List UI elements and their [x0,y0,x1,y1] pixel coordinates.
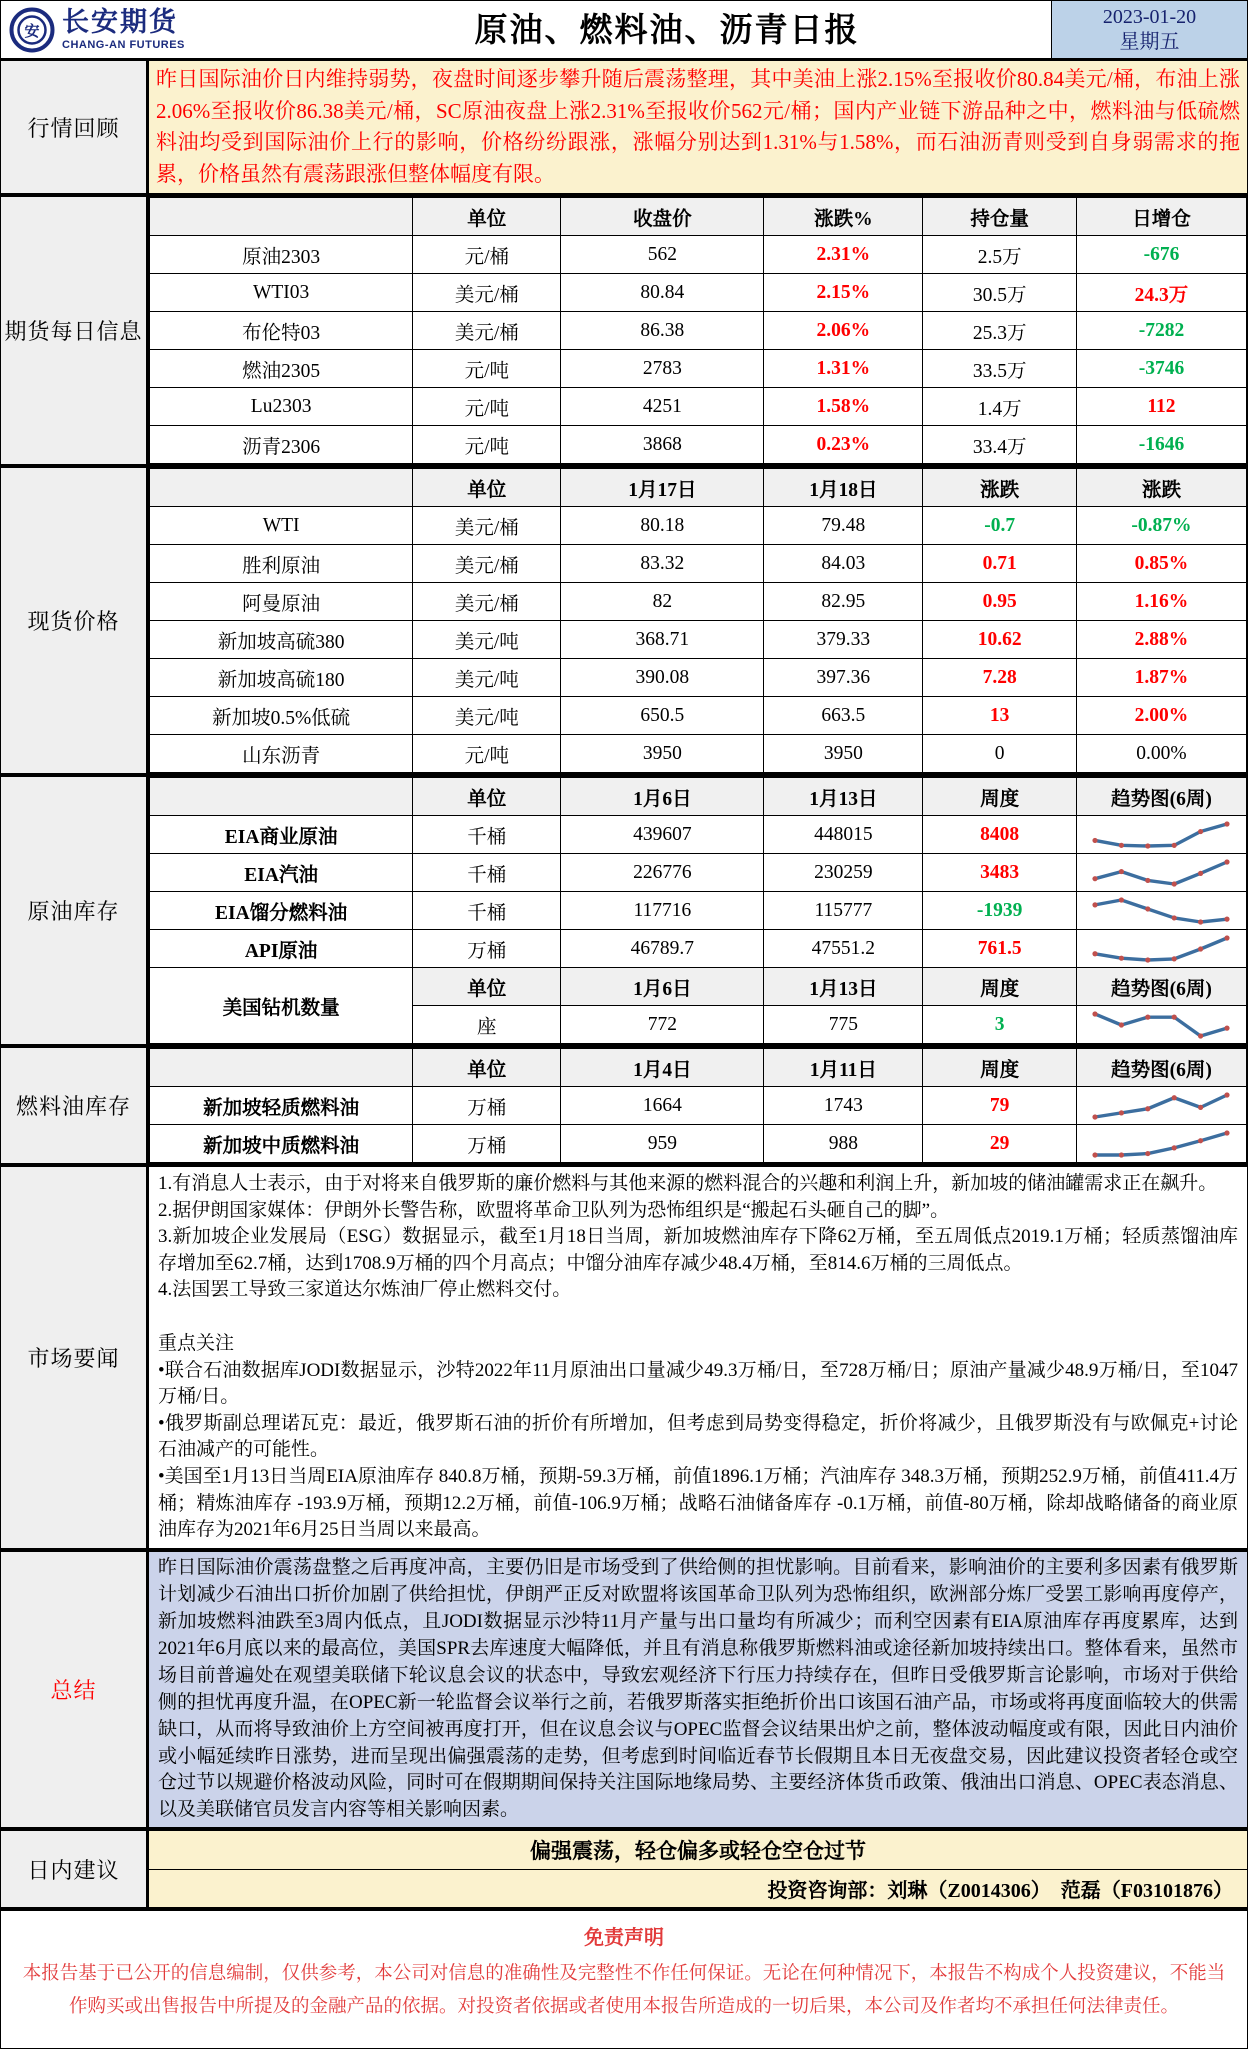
table-cell: 3950 [561,735,764,773]
table-cell: 112 [1076,388,1246,426]
table-cell: 10.62 [923,621,1077,659]
trend-sparkline-cell [1076,1125,1246,1163]
trend-sparkline-cell [1076,930,1246,968]
table-cell: 25.3万 [923,312,1077,350]
column-header-cell: 收盘价 [561,198,764,236]
column-header-cell: 1月18日 [764,469,923,507]
table-cell: 772 [561,1006,764,1044]
section-label-fuel-inventory: 燃料油库存 [1,1048,149,1163]
table-cell: -1939 [923,892,1077,930]
section-label-market-news: 市场要闻 [1,1167,149,1548]
table-cell: 29 [923,1125,1077,1163]
table-row [150,274,1247,312]
column-header-cell: 涨跌% [764,198,923,236]
table-cell: -676 [1076,236,1246,274]
table-cell: 2.31% [764,236,923,274]
table-cell: 390.08 [561,659,764,697]
table-cell: 3868 [561,426,764,464]
table-cell: 439607 [561,816,764,854]
news-focus-item: •俄罗斯副总理诺瓦克：最近，俄罗斯石油的折价有所增加，但考虑到局势变得稳定，折价将减少，且俄罗斯没有与欧佩克+讨论石油减产的可能性。 [158,1412,1238,1461]
table-cell: 美元/吨 [413,621,561,659]
company-name-cn: 长安期货 [62,6,178,37]
table-cell: 座 [413,1006,561,1044]
column-header-cell: 单位 [413,968,561,1006]
table-cell: 燃油2305 [150,350,413,388]
date-value: 2023-01-20 [1102,5,1197,28]
column-header-cell: 单位 [413,469,561,507]
table-row [150,621,1247,659]
table-row [150,659,1247,697]
news-spacer [158,1304,1238,1331]
summary-text: 昨日国际油价震荡盘整之后再度冲高，主要仍旧是市场受到了供给侧的担忧影响。目前看来，影响油价的主要利多因素有俄罗斯计划减少石油出口折价加剧了供给担忧，伊朗严正反对欧盟将该国革命卫队列为恐怖组织，欧洲部分炼厂受罢工影响再度停产，新加坡燃料油跌至3周内低点，且JODI数据显示沙特11月产量与出口量均有所减少；而利空因素有EIA原油库存再度累库，达到2021年6月底以来的最高位，美国SPR去库速度大幅降低，并且有消息称俄罗斯燃料油或途径新加坡持续出口。整体看来，虽然市场目前普遍处在观望美联储下轮议息会议的状态中，导致宏观经济下行压力持续存在，但昨日受俄罗斯言论影响，市场对于供给侧的担忧再度升温，在OPEC新一轮监督会议举行之前，若俄罗斯落实拒绝折价出口该国石油产品，市场或将再度面临较大的供需缺口，从而将导致油价上方空间被再度打开，但在议息会议与OPEC监督会议结果出炉之前，整体波动幅度或有限，因此日内油价或小幅延续昨日涨势，进而呈现出偏强震荡的走势，但考虑到时间临近春节长假期且本日无夜盘交易，因此建议投资者轻仓或空仓过节以规避价格波动风险，同时可在假期期间保持关注国际地缘局势、主要经济体货币政策、俄油出口消息、OPEC表态消息、以及美联储官员发言内容等相关影响因素。 [149,1552,1247,1828]
table-cell: 86.38 [561,312,764,350]
table-cell: 3950 [764,735,923,773]
table-cell: 230259 [764,854,923,892]
table-cell: -7282 [1076,312,1246,350]
table-cell: 0.85% [1076,545,1246,583]
table-cell: 1664 [561,1087,764,1125]
table-row [150,1049,1247,1087]
column-header-cell: 持仓量 [923,198,1077,236]
column-header-cell [150,778,413,816]
column-header-cell: 日增仓 [1076,198,1246,236]
column-header-cell [150,198,413,236]
news-focus-item: •联合石油数据库JODI数据显示，沙特2022年11月原油出口量减少49.3万桶/日，至728万桶/日；原油产量减少48.9万桶/日，至1047万桶/日。 [158,1359,1238,1408]
table-row [150,312,1247,350]
trend-sparkline [1086,1129,1236,1159]
column-header-cell: 单位 [413,778,561,816]
column-header-cell: 周度 [923,778,1077,816]
trend-sparkline-cell [1076,1006,1246,1044]
table-cell: 13 [923,697,1077,735]
table-cell: 元/桶 [413,236,561,274]
news-item: 1.有消息人士表示，由于对将来自俄罗斯的廉价燃料与其他来源的燃料混合的兴趣和利润上升，新加坡的储油罐需求正在飙升。 [158,1173,1218,1194]
table-cell: 新加坡0.5%低硫 [150,697,413,735]
trend-sparkline [1086,858,1236,888]
column-header-cell: 单位 [413,198,561,236]
table-cell: 美元/桶 [413,545,561,583]
table-cell: 226776 [561,854,764,892]
table-cell: 82.95 [764,583,923,621]
fuel-inventory-table [149,1048,1247,1163]
table-cell: -1646 [1076,426,1246,464]
table-cell: 沥青2306 [150,426,413,464]
table-row [150,854,1247,892]
column-header-cell: 1月6日 [561,778,764,816]
table-cell: 47551.2 [764,930,923,968]
section-futures-daily-info [1,197,1247,468]
table-cell: 万桶 [413,1087,561,1125]
table-cell: 761.5 [923,930,1077,968]
news-item: 3.新加坡企业发展局（ESG）数据显示，截至1月18日当周，新加坡燃油库存下降62万桶，至五周低点2019.1万桶；轻质蒸馏油库存增加至62.7桶，达到1708.9万桶的四个月高点；中馏分油库存减少48.4万桶，至814.6万桶的三周低点。 [158,1226,1238,1274]
table-cell: 美元/吨 [413,697,561,735]
section-label-advice: 日内建议 [1,1831,149,1907]
table-cell: WTI [150,507,413,545]
table-cell: 33.4万 [923,426,1077,464]
table-cell: 千桶 [413,892,561,930]
table-cell: 562 [561,236,764,274]
table-cell: 2.06% [764,312,923,350]
table-cell: 1.4万 [923,388,1077,426]
trend-sparkline [1086,820,1236,850]
column-header-cell: 1月11日 [764,1049,923,1087]
table-row [150,507,1247,545]
table-cell: Lu2303 [150,388,413,426]
section-crude-inventory [1,777,1247,1048]
table-cell: 79 [923,1087,1077,1125]
svg-text:安: 安 [24,23,40,40]
table-cell: 3483 [923,854,1077,892]
table-cell: 2.88% [1076,621,1246,659]
table-cell: 82 [561,583,764,621]
section-intraday-advice [1,1831,1247,1911]
table-cell: 元/吨 [413,426,561,464]
column-header-cell: 涨跌 [923,469,1077,507]
report-date-box [1051,1,1247,58]
table-cell: 115777 [764,892,923,930]
table-cell: 775 [764,1006,923,1044]
table-cell: 663.5 [764,697,923,735]
table-cell: 阿曼原油 [150,583,413,621]
column-header-cell: 周度 [923,968,1077,1006]
table-cell: 美元/桶 [413,274,561,312]
table-cell: 988 [764,1125,923,1163]
table-cell: 46789.7 [561,930,764,968]
disclaimer-title: 免责声明 [584,1927,664,1950]
table-cell: 4251 [561,388,764,426]
column-header-cell: 趋势图(6周) [1076,968,1246,1006]
disclaimer-text: 本报告基于已公开的信息编制，仅供参考，本公司对信息的准确性及完整性不作任何保证。无论在何种情况下，本报告不构成个人投资建议，不能当作购买或出售报告中所提及的金融产品的依据。对投资者依据或者使用本报告所造成的一切后果，本公司及作者均不承担任何法律责任。 [22,1964,1226,2017]
table-cell: 美元/吨 [413,659,561,697]
section-label-market-review: 行情回顾 [1,61,149,193]
column-header-cell: 趋势图(6周) [1076,1049,1246,1087]
table-cell: 2783 [561,350,764,388]
market-news-body [149,1167,1247,1548]
table-cell: 2.5万 [923,236,1077,274]
table-cell: 24.3万 [1076,274,1246,312]
table-cell: 368.71 [561,621,764,659]
column-header-cell: 趋势图(6周) [1076,778,1246,816]
table-cell: 万桶 [413,1125,561,1163]
table-cell: 元/吨 [413,350,561,388]
table-row [150,892,1247,930]
table-cell: 84.03 [764,545,923,583]
table-cell: 7.28 [923,659,1077,697]
table-cell: 新加坡高硫180 [150,659,413,697]
crude-inventory-table [149,777,1247,1044]
company-logo-icon [9,7,55,53]
table-cell: 397.36 [764,659,923,697]
table-cell: 0.00% [1076,735,1246,773]
weekday-value: 星期五 [1119,30,1180,53]
table-cell: -0.87% [1076,507,1246,545]
table-cell: 959 [561,1125,764,1163]
market-review-text: 昨日国际油价日内维持弱势，夜盘时间逐步攀升随后震荡整理，其中美油上涨2.15%至报收价80.84美元/桶，布油上涨2.06%至报收价86.38美元/桶，SC原油夜盘上涨2.31%至报收价562元/桶；国内产业链下游品种之中，燃料油与低硫燃料油均受到国际油价上行的影响，价格纷纷跟涨，涨幅分别达到1.31%与1.58%，而石油沥青则受到自身弱需求的拖累，价格虽然有震荡跟涨但整体幅度有限。 [149,61,1247,193]
section-label-summary: 总结 [1,1552,149,1828]
table-cell: 379.33 [764,621,923,659]
table-row [150,469,1247,507]
section-label-futures: 期货每日信息 [1,197,149,464]
table-cell: 30.5万 [923,274,1077,312]
table-cell: 新加坡高硫380 [150,621,413,659]
table-cell: -0.7 [923,507,1077,545]
table-row [150,583,1247,621]
table-row [150,930,1247,968]
table-cell: EIA馏分燃料油 [150,892,413,930]
table-cell: 80.84 [561,274,764,312]
column-header-cell: 1月17日 [561,469,764,507]
table-cell: 0.95 [923,583,1077,621]
table-cell: EIA商业原油 [150,816,413,854]
section-summary [1,1552,1247,1832]
table-cell: 79.48 [764,507,923,545]
table-cell: -3746 [1076,350,1246,388]
table-cell: 元/吨 [413,388,561,426]
table-cell: 美元/桶 [413,507,561,545]
table-cell: 1.31% [764,350,923,388]
report-title: 原油、燃料油、沥青日报 [474,11,860,48]
table-cell: 布伦特03 [150,312,413,350]
column-header-cell: 单位 [413,1049,561,1087]
report-header [1,1,1247,61]
table-cell: 新加坡轻质燃料油 [150,1087,413,1125]
table-cell: 美元/桶 [413,312,561,350]
table-row [150,426,1247,464]
trend-sparkline-cell [1076,1087,1246,1125]
table-row [150,350,1247,388]
section-fuel-inventory [1,1048,1247,1167]
table-cell: EIA汽油 [150,854,413,892]
column-header-cell: 1月13日 [764,778,923,816]
table-cell: 原油2303 [150,236,413,274]
column-header-cell [150,469,413,507]
trend-sparkline-cell [1076,816,1246,854]
table-cell: 元/吨 [413,735,561,773]
table-cell: 0 [923,735,1077,773]
section-market-news [1,1167,1247,1552]
table-cell: 0.23% [764,426,923,464]
trend-sparkline [1086,1010,1236,1040]
table-cell: 1.16% [1076,583,1246,621]
disclaimer [1,1911,1247,2035]
news-focus-item: •美国至1月13日当周EIA原油库存 840.8万桶，预期-59.3万桶，前值1896.1万桶；汽油库存 348.3万桶，预期252.9万桶，前值411.4万桶；精炼油库存 -193.9万桶，预期12.2万桶，前值-106.9万桶；战略石油储备库存 -0.1万桶，前值-80万桶，除却战略储备的商业原油库存为2021年6月25日当周以来最高。 [158,1465,1238,1541]
section-market-review [1,61,1247,197]
table-cell: API原油 [150,930,413,968]
table-row [150,697,1247,735]
trend-sparkline [1086,934,1236,964]
table-cell: 2.15% [764,274,923,312]
table-cell: 千桶 [413,854,561,892]
table-cell: WTI03 [150,274,413,312]
table-row [150,198,1247,236]
table-row [150,545,1247,583]
table-row [150,778,1247,816]
table-cell: 83.32 [561,545,764,583]
company-name [62,6,185,51]
section-spot-prices [1,468,1247,777]
table-cell: 胜利原油 [150,545,413,583]
table-row [150,816,1247,854]
column-header-cell: 周度 [923,1049,1077,1087]
table-cell: 80.18 [561,507,764,545]
trend-sparkline [1086,896,1236,926]
column-header-cell [150,1049,413,1087]
news-focus-title: 重点关注 [158,1332,235,1354]
table-cell: 0.71 [923,545,1077,583]
table-cell: 117716 [561,892,764,930]
table-row [150,236,1247,274]
trend-sparkline [1086,1091,1236,1121]
table-cell: 2.00% [1076,697,1246,735]
spot-price-table [149,468,1247,773]
table-cell: 3 [923,1006,1077,1044]
table-row [150,735,1247,773]
table-cell: 1.87% [1076,659,1246,697]
column-header-cell: 1月13日 [764,968,923,1006]
futures-table [149,197,1247,464]
section-label-spot: 现货价格 [1,468,149,773]
table-cell: 山东沥青 [150,735,413,773]
section-label-crude-inventory: 原油库存 [1,777,149,1044]
table-cell: 650.5 [561,697,764,735]
table-row [150,1087,1247,1125]
table-row [150,388,1247,426]
table-cell: 1.58% [764,388,923,426]
table-cell: 美国钻机数量 [150,968,413,1044]
column-header-cell: 1月4日 [561,1049,764,1087]
advice-text: 偏强震荡，轻仓偏多或轻仓空仓过节 [149,1831,1247,1870]
table-cell: 1743 [764,1087,923,1125]
trend-sparkline-cell [1076,854,1246,892]
table-row [150,1125,1247,1163]
column-header-cell: 1月6日 [561,968,764,1006]
table-cell: 33.5万 [923,350,1077,388]
table-cell: 千桶 [413,816,561,854]
table-cell: 万桶 [413,930,561,968]
table-cell: 448015 [764,816,923,854]
table-row [150,968,1247,1006]
news-item: 4.法国罢工导致三家道达尔炼油厂停止燃料交付。 [158,1279,572,1301]
company-name-en: CHANG-AN FUTURES [62,38,185,51]
company-logo [1,1,283,58]
table-cell: 新加坡中质燃料油 [150,1125,413,1163]
trend-sparkline-cell [1076,892,1246,930]
news-item: 2.据伊朗国家媒体：伊朗外长警告称，欧盟将革命卫队列为恐怖组织是“搬起石头砸自己的脚”。 [158,1199,950,1221]
column-header-cell: 涨跌 [1076,469,1246,507]
advice-consultants: 投资咨询部：刘琳（Z0014306） 范磊（F03101876） [149,1870,1247,1907]
table-cell: 8408 [923,816,1077,854]
table-cell: 美元/桶 [413,583,561,621]
